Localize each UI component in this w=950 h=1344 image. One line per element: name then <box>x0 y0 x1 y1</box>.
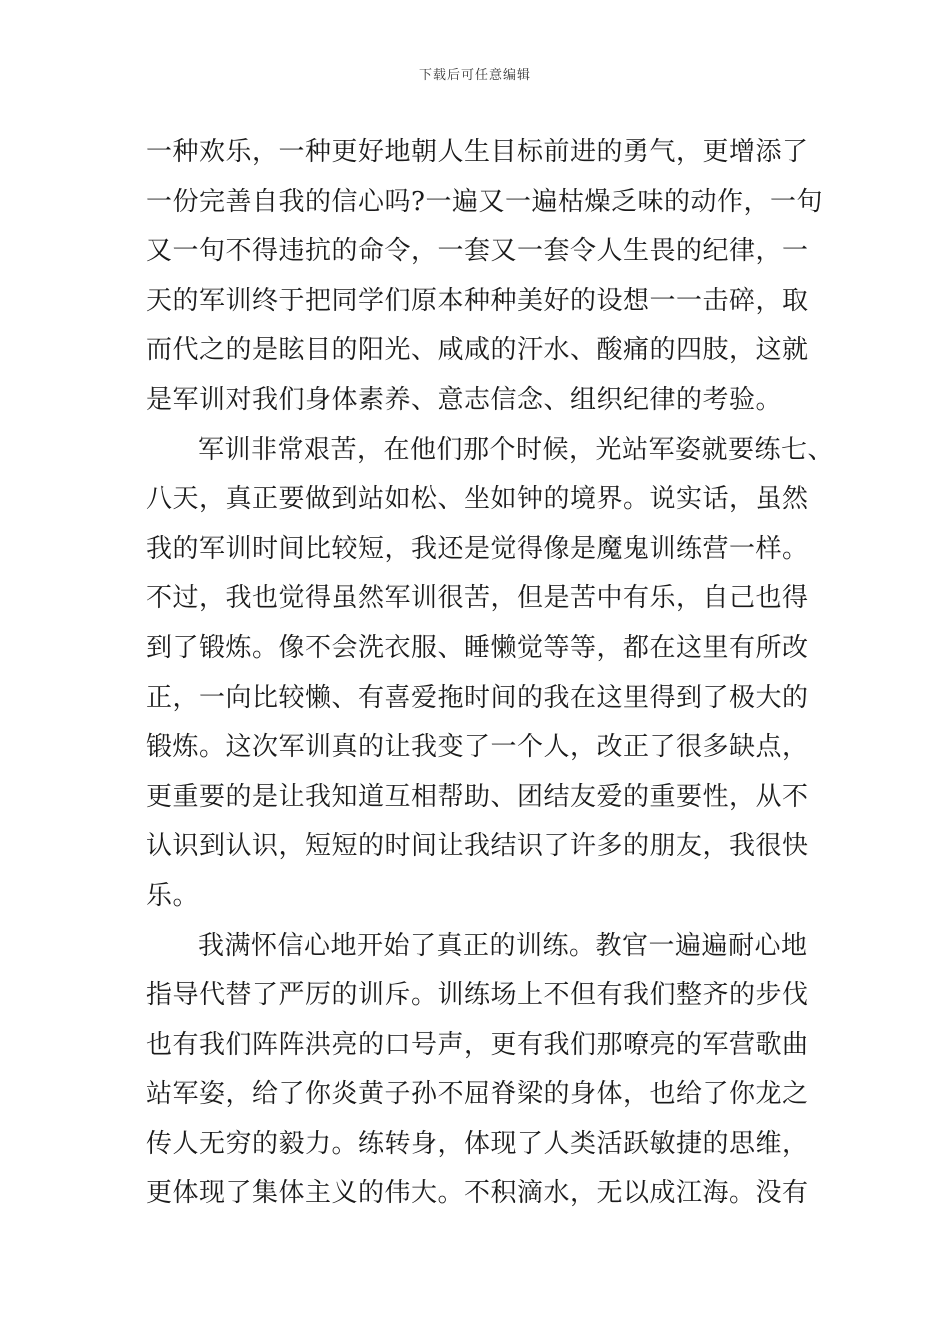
paragraph-1 <box>146 128 846 426</box>
text-line: 乐。 <box>146 880 200 911</box>
text-line: 是军训对我们身体素养、意志信念、组织纪律的考验。 <box>146 384 783 415</box>
text-line: 更体现了集体主义的伟大。不积滴水，无以成江海。没有 <box>146 1178 809 1209</box>
text-line: 一种欢乐，一种更好地朝人生目标前进的勇气，更增添了 <box>146 137 809 167</box>
page-header: 下载后可任意编辑 <box>418 68 531 83</box>
text-line: 正，一向比较懒、有喜爱拖时间的我在这里得到了极大的 <box>146 682 809 713</box>
text-line: 也有我们阵阵洪亮的口号声，更有我们那嘹亮的军营歌曲 <box>146 1029 809 1060</box>
text-line: 到了锻炼。像不会洗衣服、睡懒觉等等，都在这里有所改 <box>146 632 809 663</box>
text-line: 锻炼。这次军训真的让我变了一个人，改正了很多缺点， <box>146 732 809 763</box>
text-line: 认识到认识，短短的时间让我结识了许多的朋友，我很快 <box>146 831 809 862</box>
text-line: 天的军训终于把同学们原本种种美好的设想一一击碎，取 <box>146 285 809 316</box>
text-line: 而代之的是眩目的阳光、咸咸的汗水、酸痛的四肢，这就 <box>146 335 809 366</box>
text-line: 站军姿，给了你炎黄子孙不屈脊梁的身体，也给了你龙之 <box>146 1079 809 1110</box>
paragraph-3 <box>146 922 846 1220</box>
text-line: 又一句不得违抗的命令，一套又一套令人生畏的纪律，一 <box>146 236 809 267</box>
text-line: 传人无穷的毅力。练转身，体现了人类活跃敏捷的思维， <box>146 1128 809 1159</box>
text-line: 不过，我也觉得虽然军训很苦，但是苦中有乐，自己也得 <box>146 583 809 614</box>
text-line: 更重要的是让我知道互相帮助、团结友爱的重要性，从不 <box>146 781 809 812</box>
paragraph-2 <box>146 426 846 922</box>
text-line: 我满怀信心地开始了真正的训练。教官一遍遍耐心地 <box>198 930 808 961</box>
text-line: 八天，真正要做到站如松、坐如钟的境界。说实话，虽然 <box>146 484 809 515</box>
text-line: 一份完善自我的信心吗?一遍又一遍枯燥乏味的动作，一句 <box>146 186 823 217</box>
text-line: 军训非常艰苦，在他们那个时候，光站军姿就要练七、 <box>198 434 835 465</box>
text-line: 我的军训时间比较短，我还是觉得像是魔鬼训练营一样。 <box>146 533 809 564</box>
text-line: 指导代替了严厉的训斥。训练场上不但有我们整齐的步伐 <box>146 980 809 1011</box>
document-body <box>146 128 846 1219</box>
